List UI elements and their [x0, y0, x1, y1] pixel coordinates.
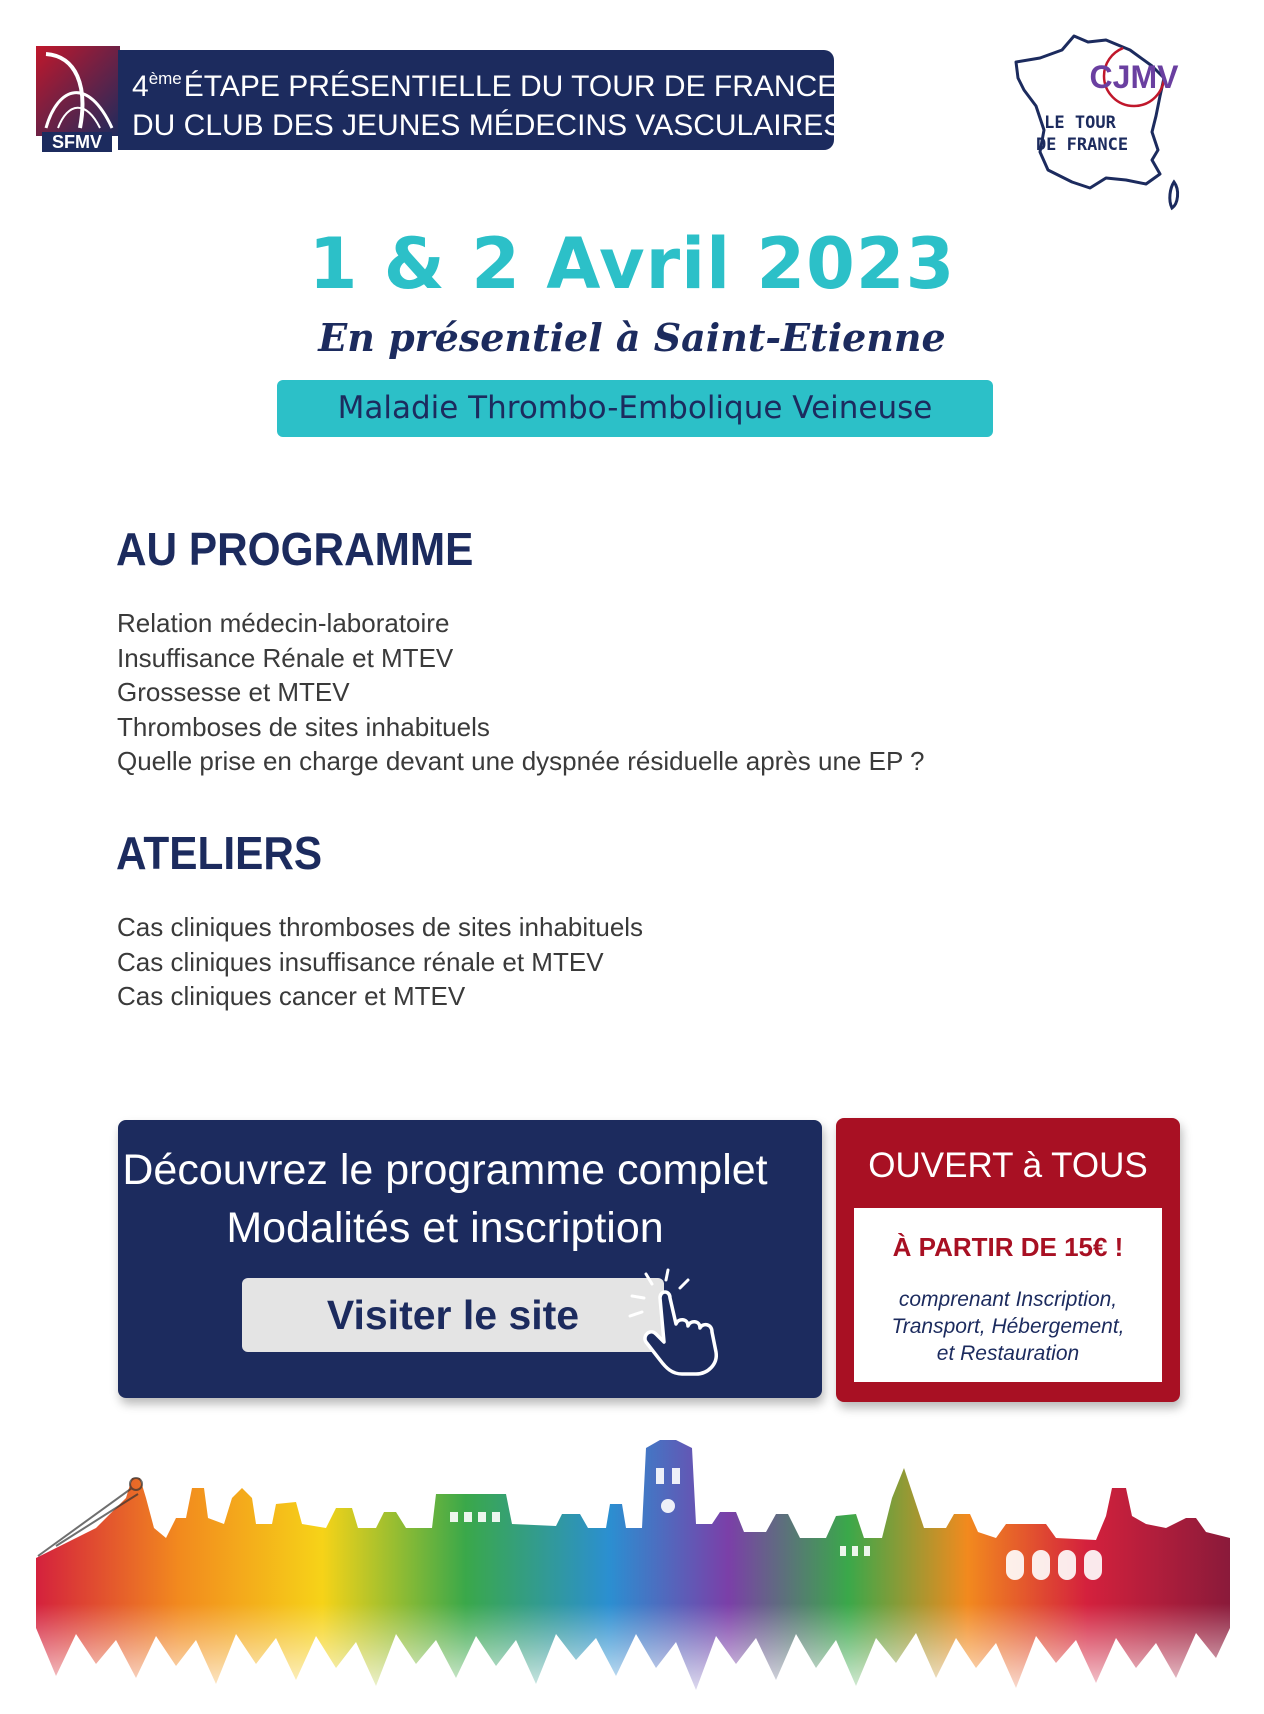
- pricing-details-line3: et Restauration: [936, 1342, 1080, 1365]
- tour-line2: DE FRANCE: [1035, 135, 1129, 155]
- cjmv-logo-text: CJMV: [1089, 59, 1179, 95]
- list-item: Cas cliniques thromboses de sites inhabituels: [117, 912, 644, 942]
- list-item: Cas cliniques cancer et MTEV: [117, 981, 466, 1011]
- saint-etienne-skyline-illustration: [36, 1428, 1230, 1698]
- tour-line1: LE TOUR: [1044, 113, 1116, 133]
- event-theme-badge: Maladie Thrombo-Embolique Veineuse: [277, 380, 993, 437]
- list-item: Quelle prise en charge devant une dyspnée résiduelle après une EP ?: [117, 746, 925, 776]
- list-item: Insuffisance Rénale et MTEV: [117, 642, 454, 673]
- visit-site-button[interactable]: Visiter le site: [242, 1278, 664, 1352]
- cta-line2: Modalités et inscription: [226, 1204, 664, 1252]
- pricing-amount: À PARTIR DE 15€ !: [892, 1232, 1124, 1262]
- pricing-details: [854, 1286, 1162, 1367]
- event-date: 1 & 2 Avril 2023: [308, 223, 956, 305]
- list-item: Thromboses de sites inhabituels: [117, 711, 490, 742]
- header-banner: [118, 50, 844, 150]
- stage-number: 4: [132, 70, 149, 103]
- list-item: Cas cliniques insuffisance rénale et MTEV: [117, 946, 604, 977]
- cta-line1: Découvrez le programme complet: [122, 1146, 768, 1194]
- header-title-line2: DU CLUB DES JEUNES MÉDECINS VASCULAIRES: [132, 109, 844, 142]
- cjmv-tour-de-france-logo: [1010, 32, 1220, 232]
- list-item: Relation médecin-laboratoire: [117, 608, 450, 638]
- stage-title: ÉTAPE PRÉSENTIELLE DU TOUR DE FRANCE: [183, 70, 838, 103]
- sfmv-logo-text: SFMV: [51, 132, 103, 152]
- cta-box: [118, 1120, 822, 1398]
- list-item: Grossesse et MTEV: [117, 677, 350, 707]
- ateliers-list: [117, 910, 643, 1014]
- pricing-panel: [854, 1208, 1162, 1382]
- pricing-details-line1: comprenant Inscription,: [898, 1288, 1118, 1311]
- ateliers-title: ATELIERS: [116, 827, 323, 879]
- event-location: En présentiel à Saint-Etienne: [318, 315, 946, 360]
- programme-title: AU PROGRAMME: [116, 523, 474, 575]
- programme-list: [117, 606, 925, 779]
- header-title-line1: [132, 60, 838, 106]
- pricing-title: OUVERT à TOUS: [868, 1146, 1148, 1185]
- pricing-box: [836, 1118, 1180, 1402]
- sfmv-logo: [36, 46, 120, 154]
- pointer-hand-icon: [620, 1268, 744, 1376]
- pricing-details-line2: Transport, Hébergement,: [891, 1315, 1125, 1338]
- stage-superscript: ème: [148, 69, 182, 88]
